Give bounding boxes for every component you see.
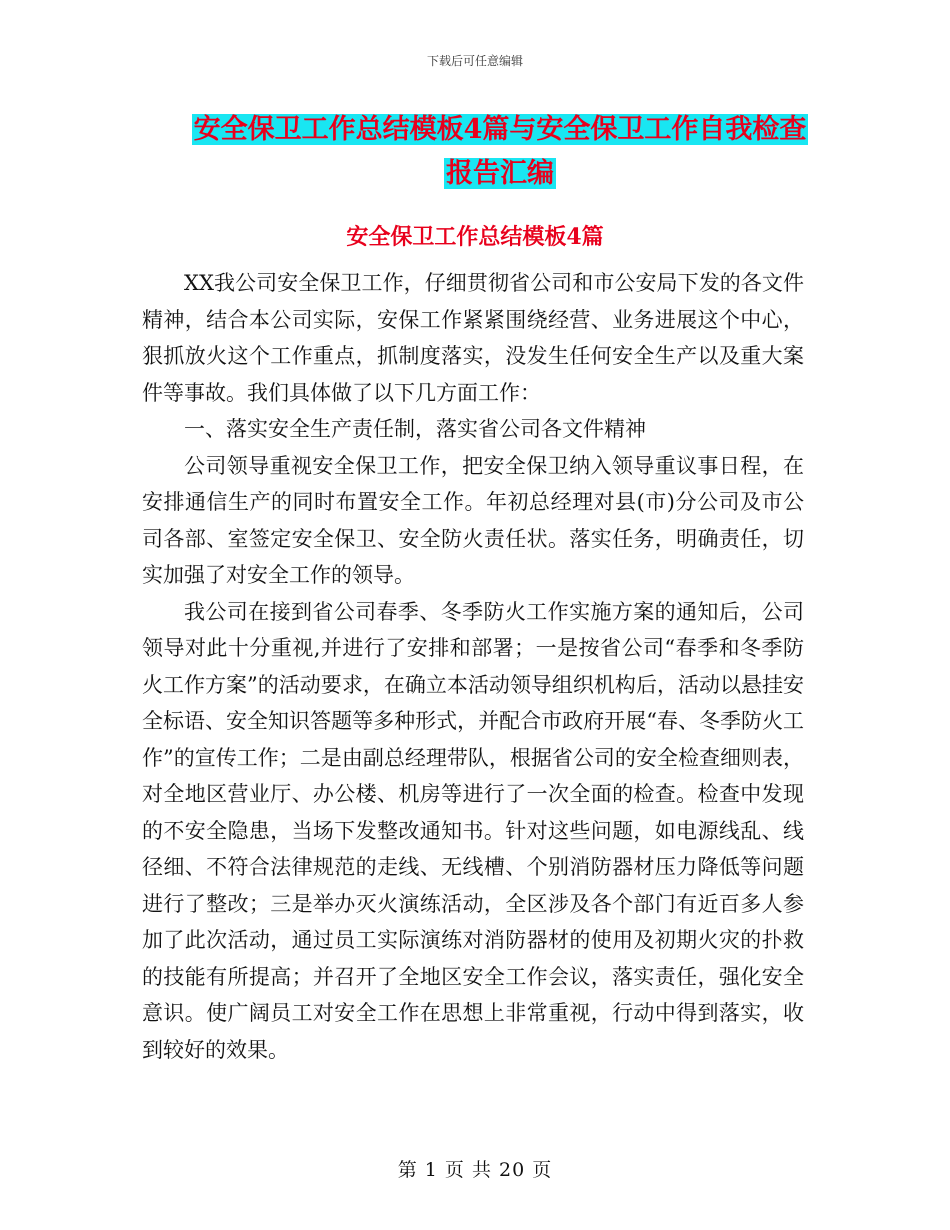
paragraph: 我公司在接到省公司春季、冬季防火工作实施方案的通知后，公司领导对此十分重视,并进行了安排和部署；一是按省公司“春季和冬季防火工作方案”的活动要求，在确立本活动领导组织机构后，活动以悬挂安全标语、安全知识答题等多种形式，并配合市政府开展“春、冬季防火工作”的宣传工作；二是由副总经理带队，根据省公司的安全检查细则表，对全地区营业厅、办公楼、机房等进行了一次全面的检查。检查中发现的不安全隐患，当场下发整改通知书。针对这些问题，如电源线乱、线径细、不符合法律规范的走线、无线槽、个别消防器材压力降低等问题进行了整改；三是举办灭火演练活动，全区涉及各个部门有近百多人参加了此次活动，通过员工实际演练对消防器材的使用及初期火灾的扑救的技能有所提高；并召开了全地区安全工作会议，落实责任，强化安全意识。使广阔员工对安全工作在思想上非常重视，行动中得到落实，收到较好的效果。 xyxy=(142,599,804,1062)
title-highlight-1: 安全保卫工作总结模板4篇与安全保卫工作自我检查 xyxy=(193,114,807,145)
body-text xyxy=(142,265,804,1068)
section-title: 安全保卫工作总结模板4篇 xyxy=(346,224,604,250)
title-highlight-2: 报告汇编 xyxy=(446,158,554,189)
document-title-line-1 xyxy=(190,108,810,152)
paragraph: 一、落实安全生产责任制，落实省公司各文件精神 xyxy=(184,417,646,441)
header-note: 下载后可任意编辑 xyxy=(426,54,523,68)
paragraph: XX我公司安全保卫工作，仔细贯彻省公司和市公安局下发的各文件精神，结合本公司实际，安保工作紧紧围绕经营、业务进展这个中心，狠抓放火这个工作重点，抓制度落实，没发生任何安全生产以及重大案件等事故。我们具体做了以下几方面工作： xyxy=(142,271,804,405)
document-title-line-2 xyxy=(190,152,810,196)
page-footer: 第 1 页 共 20 页 xyxy=(397,1159,553,1181)
document-title xyxy=(190,108,810,196)
paragraph: 公司领导重视安全保卫工作，把安全保卫纳入领导重议事日程，在安排通信生产的同时布置安全工作。年初总经理对县(市)分公司及市公司各部、室签定安全保卫、安全防火责任状。落实任务，明确责任，切实加强了对安全工作的领导。 xyxy=(142,453,804,587)
